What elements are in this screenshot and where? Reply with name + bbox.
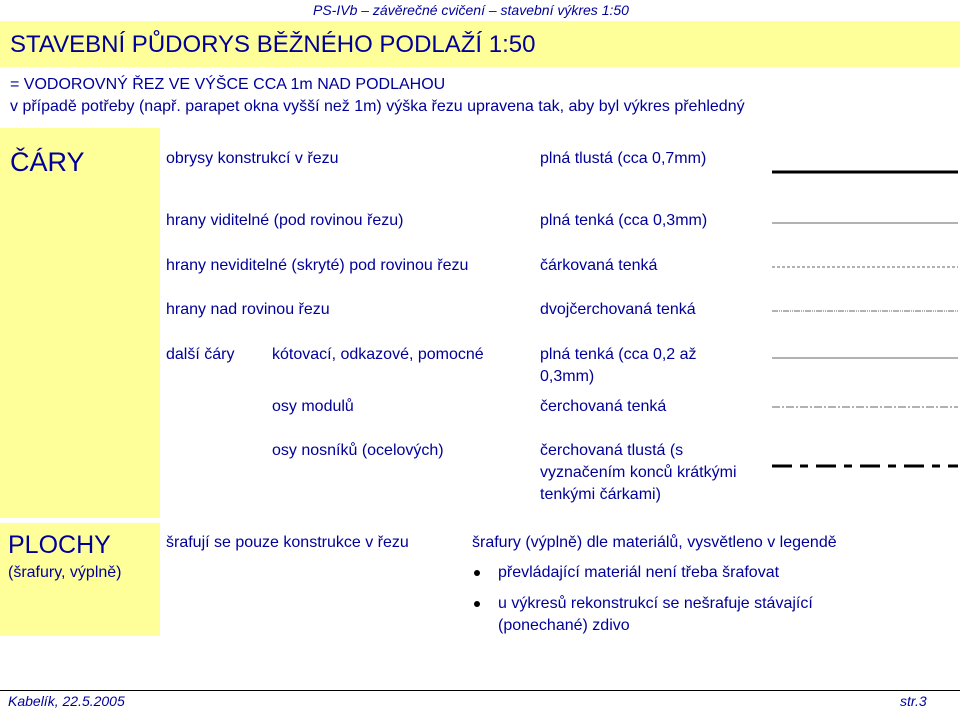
- line-row-desc: plná tenká (cca 0,2 až 0,3mm): [540, 346, 697, 385]
- line-row-label: osy modulů: [272, 398, 354, 415]
- footer-divider: [0, 690, 960, 691]
- sample-line-thin-solid: [772, 351, 958, 365]
- lines-section-band: [0, 128, 160, 518]
- subtitle-line-2: v případě potřeby (např. parapet okna vyšší než 1m) výška řezu upravena tak, aby byl výkres přehledný: [10, 98, 745, 115]
- line-row-label: obrysy konstrukcí v řezu: [166, 150, 339, 167]
- bullet-dot: [474, 601, 480, 607]
- line-row-desc: čerchovaná tenká: [540, 398, 667, 415]
- page-title: STAVEBNÍ PŮDORYS BĚŽNÉHO PODLAŽÍ 1:50: [10, 31, 536, 58]
- planes-bullet: převládající materiál není třeba šrafovat: [498, 564, 780, 581]
- sample-line-dash-dot-thick: [772, 459, 958, 473]
- sample-line-dash-dot-thin: [772, 400, 958, 414]
- line-row-desc: plná tlustá (cca 0,7mm): [540, 150, 707, 167]
- sample-line-double-dash-dot: [772, 304, 958, 318]
- other-lines-label: další čáry: [166, 346, 235, 363]
- line-row-label: osy nosníků (ocelových): [272, 442, 444, 459]
- sample-line-thick: [772, 165, 958, 179]
- subtitle-line-1: = VODOROVNÝ ŘEZ VE VÝŠCE CCA 1m NAD PODLAHOU: [10, 76, 446, 93]
- lines-heading: ČÁRY: [10, 147, 85, 177]
- line-row-label: hrany neviditelné (skryté) pod rovinou řezu: [166, 257, 469, 274]
- footer-page: str.3: [900, 693, 927, 709]
- course-header: PS-IVb – závěrečné cvičení – stavební výkres 1:50: [313, 2, 629, 18]
- line-row-desc: čerchovaná tlustá (s vyznačením konců krátkými tenkými čárkami): [540, 442, 737, 503]
- planes-heading: PLOCHY: [8, 531, 111, 559]
- planes-left-text: šrafují se pouze konstrukce v řezu: [166, 534, 409, 551]
- line-row-label: hrany nad rovinou řezu: [166, 301, 330, 318]
- footer-author: Kabelík, 22.5.2005: [8, 693, 125, 709]
- sample-line-dashed: [772, 260, 958, 274]
- planes-heading-sub: (šrafury, výplně): [8, 564, 122, 581]
- bullet-dot: [474, 570, 480, 576]
- sample-line-thin: [772, 216, 958, 230]
- line-row-label: hrany viditelné (pod rovinou řezu): [166, 212, 404, 229]
- line-row-desc: dvojčerchovaná tenká: [540, 301, 696, 318]
- planes-right-text: šrafury (výplně) dle materiálů, vysvětleno v legendě: [472, 534, 837, 551]
- line-row-desc: plná tenká (cca 0,3mm): [540, 212, 708, 229]
- line-row-label: kótovací, odkazové, pomocné: [272, 346, 484, 363]
- line-row-desc: čárkovaná tenká: [540, 257, 658, 274]
- planes-bullet: u výkresů rekonstrukcí se nešrafuje stávající (ponechané) zdivo: [498, 595, 813, 634]
